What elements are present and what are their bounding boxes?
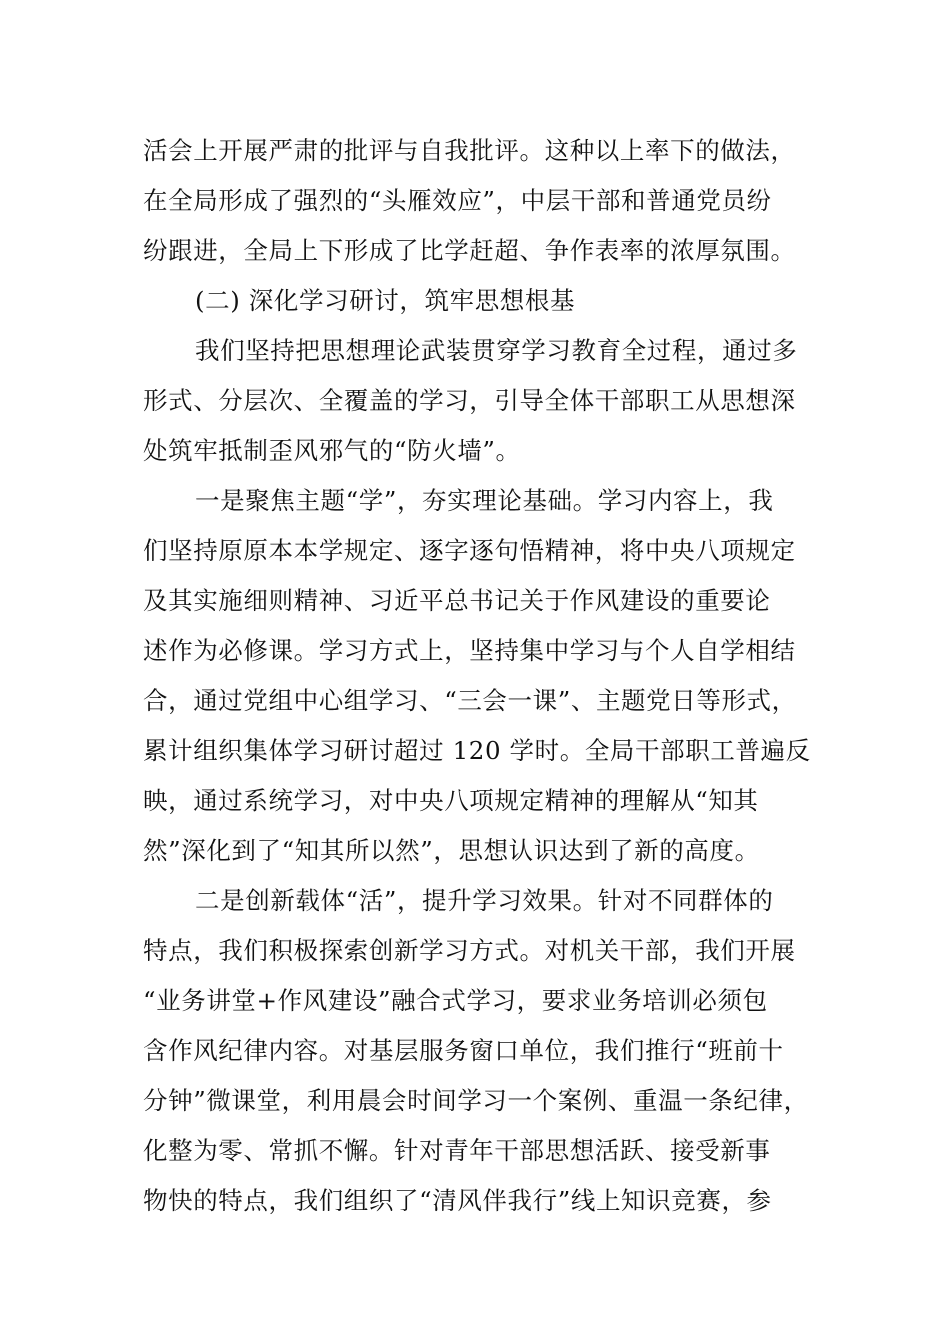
text-line: 物快的特点，我们组织了“清风伴我行”线上知识竞赛，参 bbox=[143, 1186, 772, 1215]
text-line: 在全局形成了强烈的“头雁效应”，中层干部和普通党员纷 bbox=[143, 186, 772, 215]
text-line: 分钟”微课堂，利用晨会时间学习一个案例、重温一条纪律， bbox=[143, 1086, 809, 1115]
text-line: 纷跟进，全局上下形成了比学赶超、争作表率的浓厚氛围。 bbox=[143, 236, 796, 265]
text-line: 我们坚持把思想理论武装贯穿学习教育全过程，通过多 bbox=[195, 336, 798, 365]
text-line: 然”深化到了“知其所以然”，思想认识达到了新的高度。 bbox=[143, 836, 760, 865]
text-line: 们坚持原原本本学规定、逐字逐句悟精神，将中央八项规定 bbox=[143, 536, 796, 565]
text-line: 一是聚焦主题“学”，夯实理论基础。学习内容上，我 bbox=[195, 486, 774, 515]
text-line: 含作风纪律内容。对基层服务窗口单位，我们推行“班前十 bbox=[143, 1036, 784, 1065]
text-line: 活会上开展严肃的批评与自我批评。这种以上率下的做法， bbox=[143, 136, 796, 165]
text-line: 化整为零、常抓不懈。针对青年干部思想活跃、接受新事 bbox=[143, 1136, 771, 1165]
text-line: 二是创新载体“活”，提升学习效果。针对不同群体的 bbox=[195, 886, 774, 915]
text-line: 合，通过党组中心组学习、“三会一课”、主题党日等形式， bbox=[143, 686, 797, 715]
text-line: 映，通过系统学习，对中央八项规定精神的理解从“知其 bbox=[143, 786, 759, 815]
text-line: 形式、分层次、全覆盖的学习，引导全体干部职工从思想深 bbox=[143, 386, 796, 415]
text-line: 及其实施细则精神、习近平总书记关于作风建设的重要论 bbox=[143, 586, 771, 615]
text-line: 处筑牢抵制歪风邪气的“防火墙”。 bbox=[143, 436, 521, 465]
section-heading: (二) 深化学习研讨，筑牢思想根基 bbox=[195, 286, 576, 315]
text-line: “业务讲堂+作风建设”融合式学习，要求业务培训必须包 bbox=[143, 986, 768, 1015]
text-line: 特点，我们积极探索创新学习方式。对机关干部，我们开展 bbox=[143, 936, 796, 965]
text-line: 述作为必修课。学习方式上，坚持集中学习与个人自学相结 bbox=[143, 636, 796, 665]
text-line: 累计组织集体学习研讨超过 120 学时。全局干部职工普遍反 bbox=[143, 736, 811, 765]
